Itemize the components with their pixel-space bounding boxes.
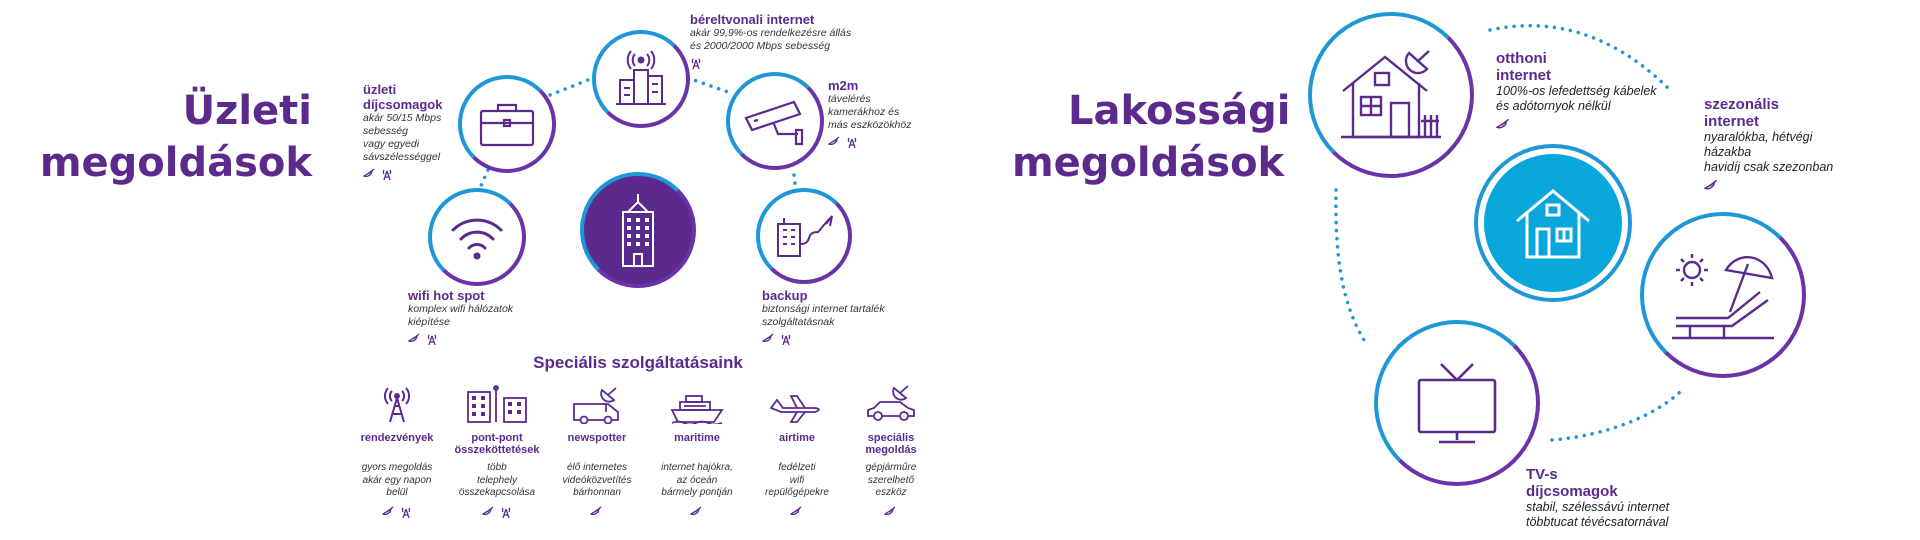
business-title-line1: Üzleti [182, 88, 312, 134]
m2m-desc1: távelérés [828, 93, 871, 105]
service-item[interactable] [752, 382, 842, 518]
label-home-internet [1496, 50, 1696, 132]
node-center-home[interactable] [1478, 148, 1628, 298]
m2m-desc2: kamerákhoz és [828, 106, 900, 118]
tv-packages-title2: díjcsomagok [1526, 483, 1618, 500]
special-services-title: Speciális szolgáltatásaink [533, 353, 743, 372]
service-item[interactable] [846, 382, 936, 518]
beach-chair-icon [1668, 248, 1778, 342]
wifi-hotspot-desc2: kiépítése [408, 316, 451, 328]
tv-icon [1415, 360, 1499, 446]
backup-building-icon [774, 214, 834, 258]
service-item[interactable] [552, 382, 642, 518]
antenna-icon [352, 382, 442, 424]
node-home-internet[interactable] [1308, 12, 1474, 178]
service-name: pont-pont összeköttetések [454, 432, 540, 456]
backup-desc2: szolgáltatásnak [762, 316, 835, 328]
business-packages-title2: díjcsomagok [363, 97, 443, 112]
business-packages-desc3: vagy egyedi [363, 138, 420, 150]
seasonal-internet-title2: internet [1704, 113, 1760, 130]
leased-line-title: béreltvonali internet [690, 12, 815, 27]
home-internet-title1: otthoni [1496, 50, 1547, 67]
business-title-line2: megoldások [39, 140, 312, 186]
service-desc: fedélzeti wifi repülőgépekre [765, 462, 829, 498]
satellite-icon [1496, 118, 1512, 132]
service-item[interactable] [452, 382, 542, 518]
seasonal-internet-title1: szezonális [1704, 96, 1780, 113]
business-packages-desc1: akár 50/15 Mbps [363, 112, 442, 124]
service-name: maritime [674, 432, 720, 444]
satellite-icon [590, 506, 604, 518]
house-icon [1513, 185, 1593, 261]
satellite-icon [828, 136, 842, 148]
service-name: rendezvények [360, 432, 434, 444]
service-name: speciális megoldás [865, 432, 917, 456]
label-tv-packages [1526, 466, 1726, 530]
satellite-icon [363, 168, 377, 180]
service-desc: gépjárműre szerelhető eszköz [865, 462, 917, 498]
city-antenna-icon [612, 50, 670, 108]
tower-icon [400, 506, 412, 518]
node-tv-packages[interactable] [1374, 320, 1540, 486]
tower-icon [426, 333, 438, 345]
service-desc: gyors megoldás akár egy napon belül [361, 462, 433, 498]
tv-packages-title1: TV-s [1526, 466, 1558, 483]
service-desc: élő internetes videóközvetítés bárhonnan [562, 462, 632, 498]
residential-title-line2: megoldások [1012, 140, 1285, 186]
airplane-icon [752, 382, 842, 424]
satellite-icon [884, 506, 898, 518]
van-icon [552, 382, 642, 424]
m2m-title: m2m [828, 78, 859, 93]
briefcase-icon [479, 101, 535, 147]
residential-title-line1: Lakossági [1068, 88, 1291, 134]
home-internet-desc2: és adótornyok nélkül [1496, 99, 1611, 113]
satellite-icon [382, 506, 396, 518]
node-m2m[interactable] [726, 72, 824, 170]
wifi-hotspot-title: wifi hot spot [408, 288, 485, 303]
house-dish-icon [1339, 47, 1443, 143]
label-wifi-hotspot [408, 288, 568, 345]
residential-title [1012, 85, 1291, 189]
service-name: newspotter [567, 432, 627, 444]
seasonal-internet-desc3: havidíj csak szezonban [1704, 160, 1834, 174]
leased-line-desc1: akár 99,9%-os rendelkezésre állás [690, 27, 852, 39]
tv-packages-desc1: stabil, szélessávú internet [1526, 500, 1670, 514]
business-packages-title1: üzleti [363, 82, 397, 97]
satellite-icon [1704, 179, 1720, 193]
satellite-icon [690, 506, 704, 518]
satellite-icon [482, 506, 496, 518]
satellite-icon [408, 333, 422, 345]
backup-title: backup [762, 288, 808, 303]
seasonal-internet-desc1: nyaralókba, hétvégi [1704, 130, 1813, 144]
business-packages-desc2: sebesség [363, 125, 408, 137]
ship-icon [652, 382, 742, 424]
satellite-icon [790, 506, 804, 518]
label-seasonal-internet [1704, 96, 1884, 193]
tower-icon [780, 333, 792, 345]
backup-desc1: biztonsági internet tartalék [762, 303, 885, 315]
tv-packages-desc2: többtucat tévécsatornával [1526, 515, 1669, 529]
label-business-packages [363, 82, 473, 180]
service-desc: több telephely összekapcsolása [458, 462, 536, 498]
tower-icon [690, 57, 702, 69]
buildings-icon [452, 382, 542, 424]
wifi-icon [449, 214, 505, 260]
node-leased-line[interactable] [592, 30, 690, 128]
node-wifi-hotspot[interactable] [428, 188, 526, 286]
satellite-icon [762, 333, 776, 345]
leased-line-desc2: és 2000/2000 Mbps sebesség [690, 40, 831, 52]
label-backup [762, 288, 942, 345]
node-center-building[interactable] [580, 172, 696, 288]
home-internet-desc1: 100%-os lefedettség kábelek [1496, 84, 1657, 98]
tower-icon [500, 506, 512, 518]
office-building-icon [615, 192, 661, 268]
label-m2m [828, 78, 948, 148]
seasonal-internet-desc2: házakba [1704, 145, 1752, 159]
service-item[interactable] [652, 382, 742, 518]
home-internet-title2: internet [1496, 67, 1552, 84]
wifi-hotspot-desc1: komplex wifi hálózatok [408, 303, 514, 315]
tower-icon [846, 136, 858, 148]
service-desc: internet hajókra, az óceán bármely pontján [661, 462, 733, 498]
service-item[interactable] [352, 382, 442, 518]
business-packages-desc4: sávszélességgel [363, 151, 441, 163]
service-name: airtime [778, 432, 816, 444]
node-seasonal-internet[interactable] [1640, 212, 1806, 378]
car-icon [846, 382, 936, 424]
camera-icon [744, 96, 806, 146]
node-backup[interactable] [756, 188, 852, 284]
label-leased-line [690, 12, 910, 69]
tower-icon [381, 168, 393, 180]
m2m-desc3: más eszközökhöz [828, 119, 912, 131]
